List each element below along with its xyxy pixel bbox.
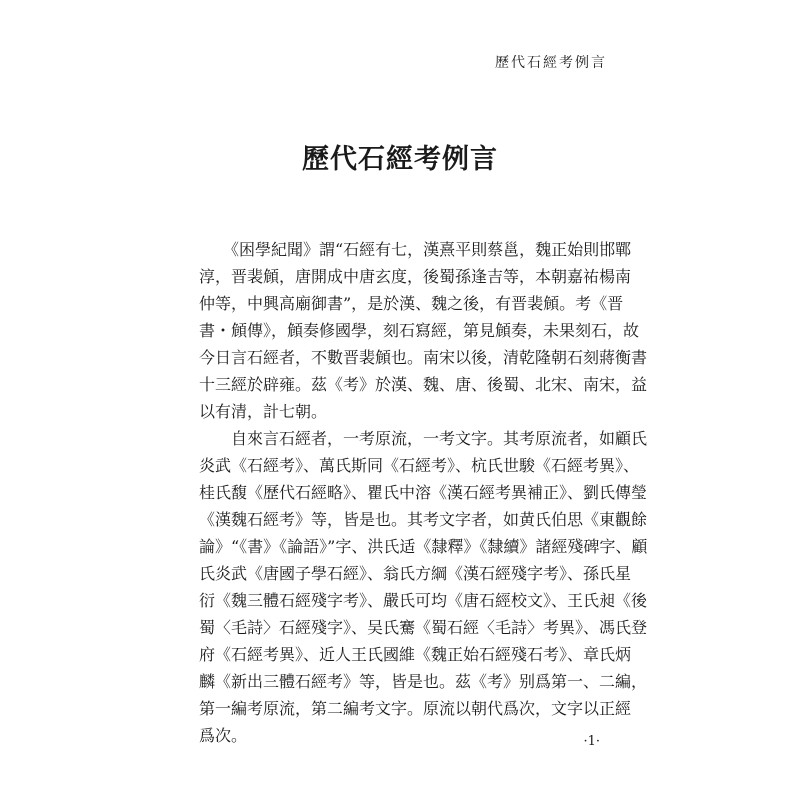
text-line: 府《石經考異》、近人王氏國維《魏正始石經殘石考》、章氏炳 [199,645,632,664]
paragraph-2 [199,425,648,749]
body-text [199,236,648,749]
page-number: ·1· [583,734,600,749]
text-line: 第一編考原流，第二編考文字。原流以朝代爲次，文字以正經 [199,699,632,718]
running-head: 歷代石經考例言 [495,55,607,71]
text-line: 今日言石經者，不數晋裴頠也。南宋以後，清乾隆朝石刻蔣衡書 [199,348,648,367]
text-line: 自來言石經者，一考原流，一考文字。其考原流者，如顧氏 [199,429,648,448]
text-line: 麟《新出三體石經考》等，皆是也。茲《考》别爲第一、二編， [199,672,648,691]
text-line: 書・頠傳》，頠奏修國學，刻石寫經，第見頠奏，未果刻石，故 [199,321,640,340]
text-line: 氏炎武《唐國子學石經》、翁氏方綱《漢石經殘字考》、孫氏星 [199,564,632,583]
text-line: 以有清，計七朝。 [199,402,328,421]
text-line: 蜀〈毛詩〉石經殘字》、吴氏騫《蜀石經〈毛詩〉考異》、馮氏登 [199,618,648,637]
text-line: 炎武《石經考》、萬氏斯同《石經考》、杭氏世駿《石經考異》、 [199,456,640,475]
text-line: 衍《魏三體石經殘字考》、嚴氏可均《唐石經校文》、王氏昶《後 [199,591,648,610]
text-line: 十三經於辟雍。茲《考》於漢、魏、唐、後蜀、北宋、南宋，益 [199,375,648,394]
paragraph-1 [199,236,648,425]
text-line: 桂氏馥《歷代石經略》、瞿氏中溶《漢石經考異補正》、劉氏傳瑩 [199,483,648,502]
text-line: 淳，晋裴頠，唐開成中唐玄度，後蜀孫逢吉等，本朝嘉祐楊南 [199,267,632,286]
text-line: 《困學紀聞》謂“石經有七，漢熹平則蔡邕，魏正始則邯鄲 [199,240,632,259]
page-title: 歷代石經考例言 [302,144,498,175]
text-line: 論》“《書》《論語》”字、洪氏适《隸釋》《隸續》諸經殘碑字、顧 [199,537,648,556]
text-line: 《漢魏石經考》等，皆是也。其考文字者，如黄氏伯思《東觀餘 [199,510,648,529]
text-line: 爲次。 [199,726,248,745]
text-line: 仲等，中興高廟御書”，是於漢、魏之後，有晋裴頠。考《晋 [199,294,624,313]
